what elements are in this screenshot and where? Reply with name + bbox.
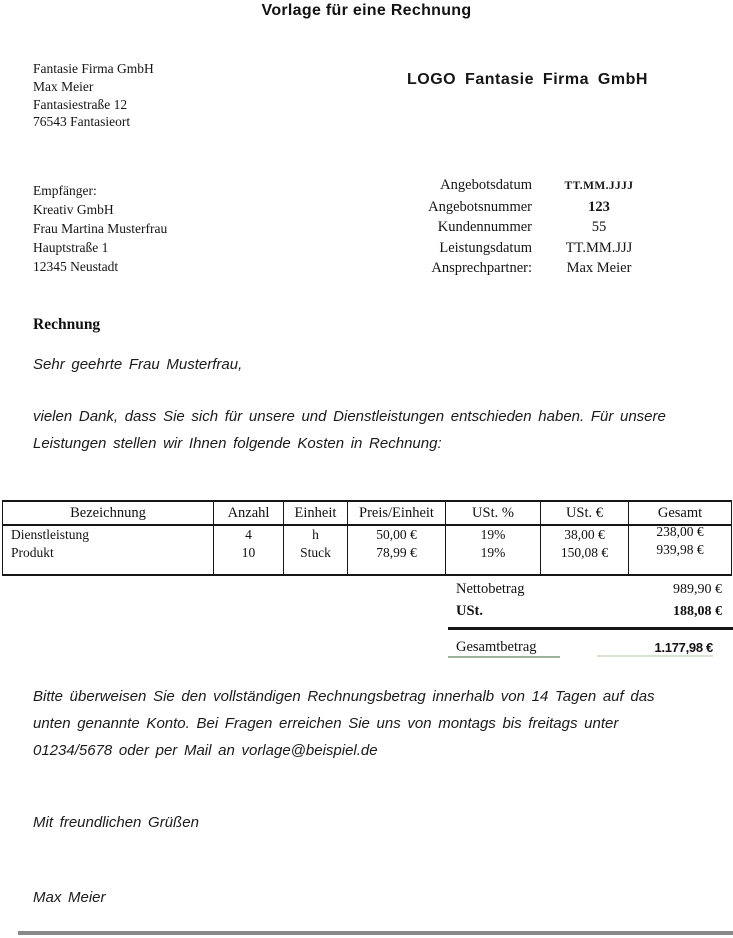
item-unit: h <box>284 525 348 544</box>
bottom-rule <box>18 931 733 935</box>
item-total: 939,98 € <box>629 544 732 563</box>
vat-total-row <box>448 603 733 625</box>
meta-row <box>408 177 666 199</box>
vat-total-value: 188,08 € <box>673 604 722 619</box>
intro-line: vielen Dank, dass Sie sich für unsere und Dienstleistungen entschieden haben. Für unsere <box>33 408 666 425</box>
page-title: Vorlage für eine Rechnung <box>261 2 472 19</box>
meta-row <box>408 260 666 280</box>
invoice-meta-block <box>408 177 666 281</box>
item-vat-amount: 38,00 € <box>541 525 629 544</box>
closing-text: Mit freundlichen Grüßen <box>33 814 199 831</box>
totals-block <box>448 581 733 659</box>
meta-value-customer-number: 55 <box>591 219 607 236</box>
item-name: Produkt <box>3 544 214 563</box>
item-unit: Stuck <box>284 544 348 563</box>
payment-line: 01234/5678 oder per Mail an vorlage@beispiel.de <box>33 741 378 759</box>
net-total-value: 989,90 € <box>673 582 722 597</box>
sender-street: Fantasiestraße 12 <box>33 96 128 112</box>
sender-company: Fantasie Firma GmbH <box>33 61 154 76</box>
header-einheit: Einheit <box>284 501 348 525</box>
items-table <box>2 500 732 576</box>
item-quantity: 10 <box>214 544 284 563</box>
item-row <box>3 544 732 563</box>
meta-row <box>408 219 666 239</box>
recipient-street: Hauptstraße 1 <box>33 239 109 255</box>
company-logo-text: LOGO Fantasie Firma GmbH <box>407 71 648 88</box>
meta-value-offer-date: TT.MM.JJJJ <box>564 180 634 192</box>
net-total-row <box>448 581 733 603</box>
header-bezeichnung: Bezeichnung <box>3 501 214 525</box>
grand-total-value: 1.177,98 € <box>597 640 713 657</box>
meta-label-offer-date: Angebotsdatum <box>440 177 532 193</box>
header-ust-euro: USt. € <box>541 501 629 525</box>
recipient-name: Frau Martina Musterfrau <box>33 220 168 236</box>
item-name: Dienstleistung <box>3 525 214 544</box>
item-vat-percent: 19% <box>446 525 541 544</box>
item-total: 238,00 € <box>629 525 732 544</box>
invoice-heading: Rechnung <box>33 316 101 333</box>
payment-line: unten genannte Konto. Bei Fragen erreichen Sie uns von montags bis freitags unter <box>33 714 619 732</box>
totals-divider-rule <box>448 627 733 630</box>
payment-paragraph <box>33 684 655 764</box>
meta-label-offer-number: Angebotsnummer <box>428 199 532 215</box>
recipient-label: Empfänger: <box>33 183 97 198</box>
sender-name: Max Meier <box>33 78 94 94</box>
item-quantity: 4 <box>214 525 284 544</box>
meta-value-service-date: TT.MM.JJJ <box>565 239 633 256</box>
salutation: Sehr geehrte Frau Musterfrau, <box>33 356 243 373</box>
header-anzahl: Anzahl <box>214 501 284 525</box>
item-unit-price: 78,99 € <box>348 544 446 563</box>
recipient-company: Kreativ GmbH <box>33 201 114 217</box>
meta-label-contact-person: Ansprechpartner: <box>431 260 532 277</box>
payment-line: Bitte überweisen Sie den vollständigen Rechnungsbetrag innerhalb von 14 Tagen auf das <box>33 688 655 705</box>
header-preis-einheit: Preis/Einheit <box>348 501 446 525</box>
item-row <box>3 525 732 544</box>
items-table-header-row <box>3 501 732 525</box>
vat-total-label: USt. <box>456 603 483 619</box>
intro-paragraph <box>33 404 666 457</box>
item-vat-amount: 150,08 € <box>541 544 629 563</box>
recipient-city: 12345 Neustadt <box>33 258 119 274</box>
meta-value-offer-number: 123 <box>588 199 610 215</box>
sender-block <box>33 60 154 131</box>
header-ust-prozent: USt. % <box>446 501 541 525</box>
header-gesamt: Gesamt <box>629 501 732 525</box>
intro-line: Leistungen stellen wir Ihnen folgende Kosten in Rechnung: <box>33 434 442 452</box>
meta-label-service-date: Leistungsdatum <box>439 239 532 256</box>
sender-city: 76543 Fantasieort <box>33 114 131 130</box>
recipient-block <box>33 182 167 277</box>
item-vat-percent: 19% <box>446 544 541 563</box>
meta-row <box>408 240 666 260</box>
items-table-spacer-row <box>3 562 732 575</box>
grand-total-row <box>448 639 733 659</box>
meta-value-contact-person: Max Meier <box>566 260 632 277</box>
meta-row <box>408 199 666 219</box>
item-unit-price: 50,00 € <box>348 525 446 544</box>
meta-label-customer-number: Kundennummer <box>437 219 532 236</box>
signature-text: Max Meier <box>33 889 106 906</box>
net-total-label: Nettobetrag <box>456 581 525 597</box>
grand-total-label: Gesamtbetrag <box>448 639 560 658</box>
